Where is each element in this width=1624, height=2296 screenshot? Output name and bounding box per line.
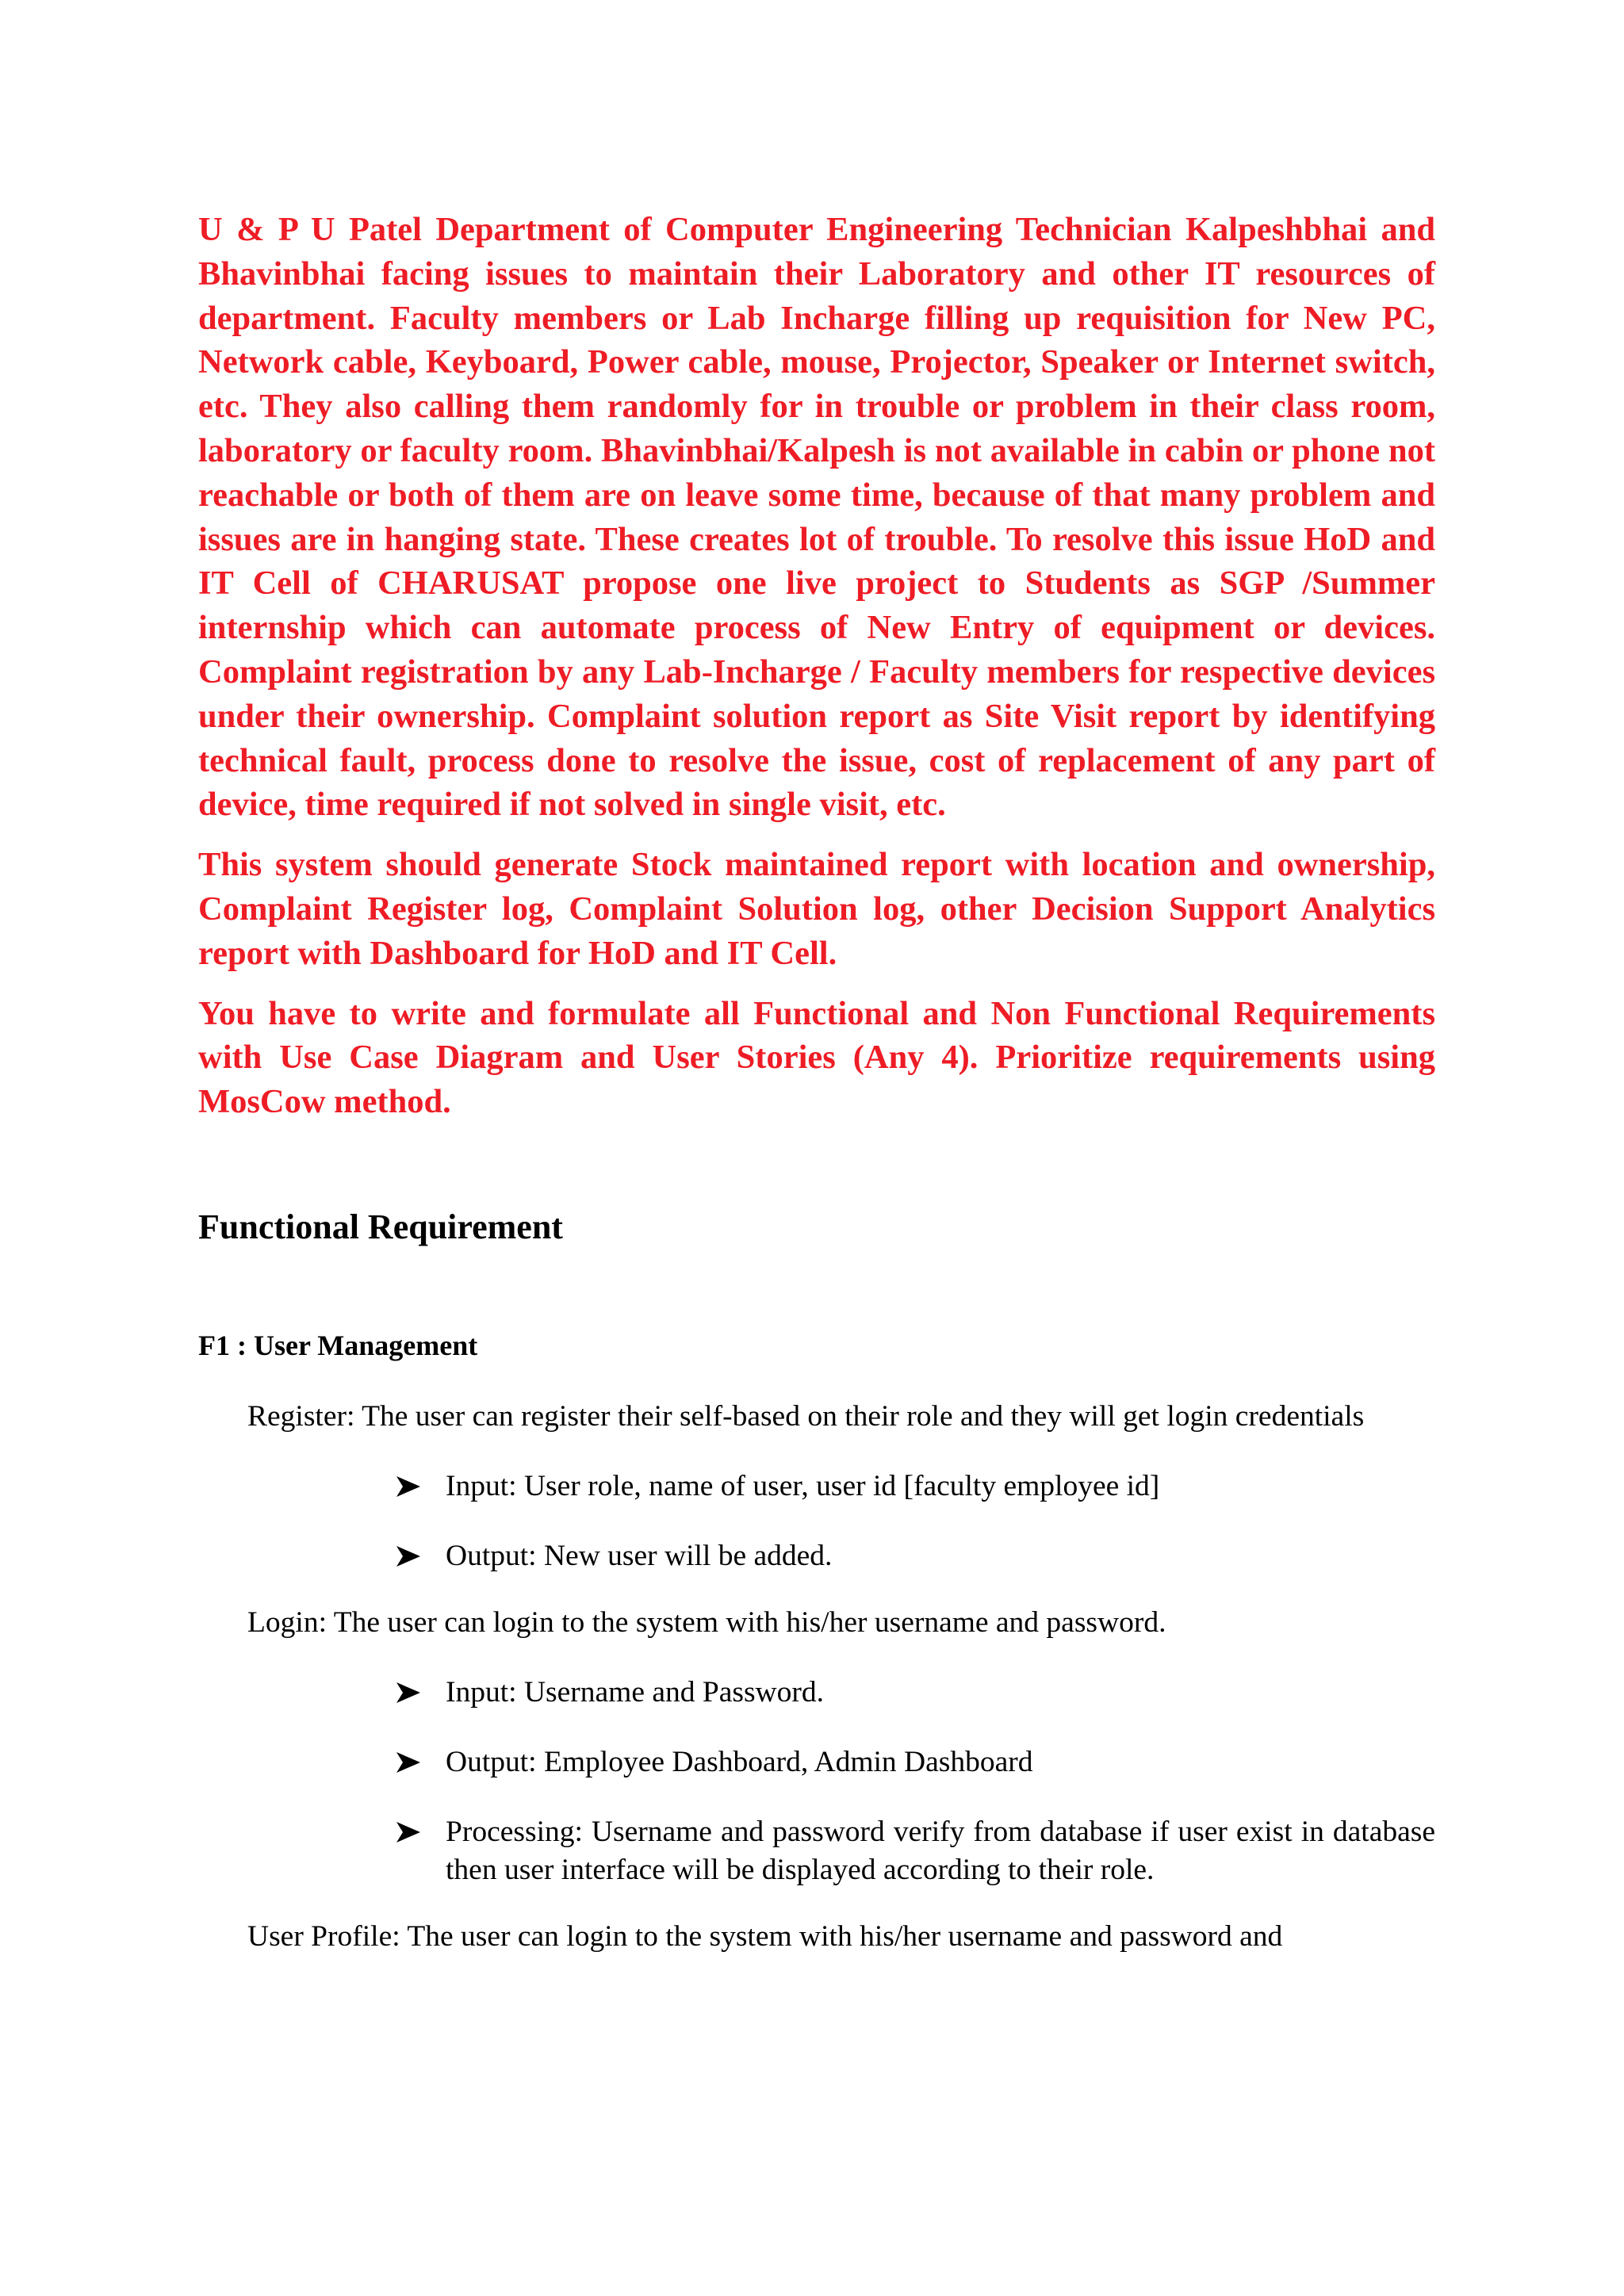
problem-paragraph-1: U & P U Patel Department of Computer Engineering Technician Kalpeshbhai and Bhavinbhai facing issues to maintain their Laboratory and other IT resources of department. Faculty members or Lab Incharge filling up requisition for New PC, Network cable, Keyboard, Power cable, mouse, Projector, Speaker or Internet switch, etc. They also calling them randomly for in trouble or problem in their class room, laboratory or faculty room. Bhavinbhai/Kalpesh is not available in cabin or phone not reachable or both of them are on leave some time, because of that many problem and issues are in hanging state. These creates lot of trouble. To resolve this issue HoD and IT Cell of CHARUSAT propose one live project to Students as SGP /Summer internship which can automate process of New Entry of equipment or devices. Complaint registration by any Lab-Incharge / Faculty members for respective devices under their ownership. Complaint solution report as Site Visit report by identifying technical fault, process done to resolve the issue, cost of replacement of any part of device, time required if not solved in single visit, etc.	[198, 211, 1435, 824]
problem-paragraph-3: You have to write and formulate all Functional and Non Functional Requirements with Use Case Diagram and User Stories (Any 4). Prioritize requirements using MosCow method.	[198, 994, 1435, 1121]
bullet-text: Output: New user will be added.	[446, 1539, 833, 1572]
problem-paragraph-2: This system should generate Stock maintained report with location and ownership, Complaint Register log, Complaint Solution log, other Decision Support Analytics report with Dashboard for HoD and IT Cell.	[198, 846, 1435, 972]
document-page	[198, 208, 1435, 1956]
user-profile-description: User Profile: The user can login to the system with his/her username and password and	[247, 1919, 1283, 1953]
arrowhead-bullet-icon	[396, 1682, 420, 1703]
bullet-text: Processing: Username and password verify from database if user exist in database then user interface will be displayed according to their role.	[446, 1815, 1435, 1886]
section-title: Functional Requirement	[198, 1207, 563, 1246]
bullet-text: Input: Username and Password.	[446, 1675, 824, 1709]
f1-title: F1 : User Management	[198, 1329, 478, 1361]
list-item	[396, 1743, 1435, 1781]
arrowhead-bullet-icon	[396, 1822, 420, 1843]
login-item	[247, 1604, 1435, 1642]
list-item	[396, 1813, 1435, 1889]
list-item	[396, 1468, 1435, 1506]
list-item	[396, 1674, 1435, 1712]
bullet-text: Input: User role, name of user, user id [faculty employee id]	[446, 1469, 1160, 1502]
register-bullets	[396, 1468, 1435, 1575]
register-item	[247, 1398, 1435, 1436]
register-description: Register: The user can register their self-based on their role and they will get login credentials	[247, 1399, 1365, 1433]
login-description: Login: The user can login to the system with his/her username and password.	[247, 1605, 1166, 1639]
login-bullets	[396, 1674, 1435, 1889]
arrowhead-bullet-icon	[396, 1476, 420, 1497]
arrowhead-bullet-icon	[396, 1546, 420, 1567]
list-item	[396, 1537, 1435, 1575]
arrowhead-bullet-icon	[396, 1752, 420, 1773]
bullet-text: Output: Employee Dashboard, Admin Dashboard	[446, 1745, 1033, 1778]
user-profile-item	[247, 1918, 1435, 1956]
